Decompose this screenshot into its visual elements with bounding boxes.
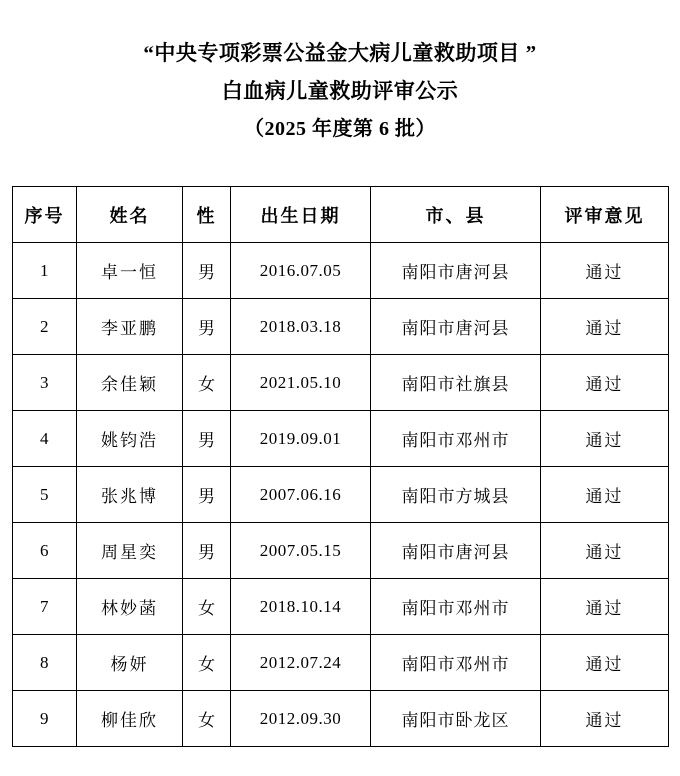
cell-name: 余佳颖 — [77, 355, 183, 411]
cell-birthdate: 2007.05.15 — [231, 523, 371, 579]
cell-name: 李亚鹏 — [77, 299, 183, 355]
cell-index: 7 — [13, 579, 77, 635]
cell-sex: 男 — [183, 523, 231, 579]
cell-birthdate: 2021.05.10 — [231, 355, 371, 411]
cell-region: 南阳市唐河县 — [371, 243, 541, 299]
cell-result: 通过 — [541, 467, 669, 523]
cell-birthdate: 2018.03.18 — [231, 299, 371, 355]
cell-sex: 男 — [183, 411, 231, 467]
cell-result: 通过 — [541, 523, 669, 579]
cell-result: 通过 — [541, 411, 669, 467]
cell-result: 通过 — [541, 243, 669, 299]
table-row — [13, 635, 669, 691]
table-row — [13, 691, 669, 747]
approval-table — [12, 186, 669, 747]
cell-index: 9 — [13, 691, 77, 747]
cell-name: 周星奕 — [77, 523, 183, 579]
cell-index: 2 — [13, 299, 77, 355]
cell-index: 6 — [13, 523, 77, 579]
cell-region: 南阳市方城县 — [371, 467, 541, 523]
cell-sex: 男 — [183, 243, 231, 299]
table-row — [13, 579, 669, 635]
table-header-row — [13, 187, 669, 243]
cell-result: 通过 — [541, 635, 669, 691]
table-row — [13, 243, 669, 299]
table-body — [13, 243, 669, 747]
cell-region: 南阳市社旗县 — [371, 355, 541, 411]
table-row — [13, 355, 669, 411]
column-header-name: 姓名 — [77, 187, 183, 243]
cell-birthdate: 2019.09.01 — [231, 411, 371, 467]
cell-region: 南阳市邓州市 — [371, 411, 541, 467]
approval-table-container — [12, 186, 668, 747]
column-header-index: 序号 — [13, 187, 77, 243]
cell-sex: 女 — [183, 579, 231, 635]
column-header-region: 市、县 — [371, 187, 541, 243]
cell-result: 通过 — [541, 579, 669, 635]
cell-index: 8 — [13, 635, 77, 691]
cell-index: 4 — [13, 411, 77, 467]
cell-birthdate: 2016.07.05 — [231, 243, 371, 299]
cell-region: 南阳市邓州市 — [371, 635, 541, 691]
cell-index: 5 — [13, 467, 77, 523]
table-header — [13, 187, 669, 243]
cell-sex: 男 — [183, 467, 231, 523]
cell-result: 通过 — [541, 355, 669, 411]
cell-name: 林妙菡 — [77, 579, 183, 635]
column-header-birthdate: 出生日期 — [231, 187, 371, 243]
cell-index: 3 — [13, 355, 77, 411]
column-header-result: 评审意见 — [541, 187, 669, 243]
column-header-sex: 性 — [183, 187, 231, 243]
cell-region: 南阳市卧龙区 — [371, 691, 541, 747]
table-row — [13, 411, 669, 467]
cell-index: 1 — [13, 243, 77, 299]
cell-result: 通过 — [541, 691, 669, 747]
cell-birthdate: 2018.10.14 — [231, 579, 371, 635]
cell-sex: 女 — [183, 635, 231, 691]
cell-region: 南阳市唐河县 — [371, 523, 541, 579]
cell-sex: 女 — [183, 355, 231, 411]
cell-name: 卓一恒 — [77, 243, 183, 299]
cell-sex: 男 — [183, 299, 231, 355]
cell-region: 南阳市邓州市 — [371, 579, 541, 635]
cell-birthdate: 2007.06.16 — [231, 467, 371, 523]
cell-result: 通过 — [541, 299, 669, 355]
table-row — [13, 523, 669, 579]
cell-region: 南阳市唐河县 — [371, 299, 541, 355]
page-title-line-1: “中央专项彩票公益金大病儿童救助项目 ” — [143, 41, 537, 65]
cell-name: 杨妍 — [77, 635, 183, 691]
table-row — [13, 299, 669, 355]
document-title-block — [0, 0, 680, 148]
cell-birthdate: 2012.09.30 — [231, 691, 371, 747]
cell-name: 姚钧浩 — [77, 411, 183, 467]
page-title-line-2: 白血病儿童救助评审公示 — [221, 79, 459, 103]
page-title-line-3: （2025 年度第 6 批） — [244, 118, 436, 140]
cell-name: 张兆博 — [77, 467, 183, 523]
table-row — [13, 467, 669, 523]
cell-name: 柳佳欣 — [77, 691, 183, 747]
cell-birthdate: 2012.07.24 — [231, 635, 371, 691]
cell-sex: 女 — [183, 691, 231, 747]
